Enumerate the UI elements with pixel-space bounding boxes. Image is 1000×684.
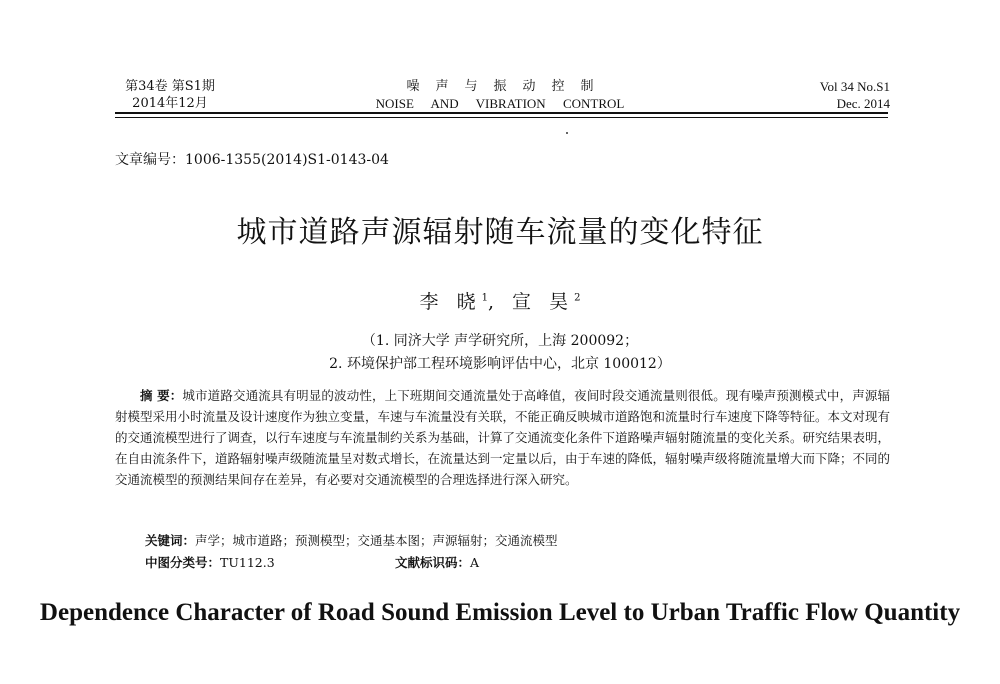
paper-title-cn: 城市道路声源辐射随车流量的变化特征 xyxy=(236,215,764,250)
volume-issue-en: Vol 34 No.S1 xyxy=(819,79,890,94)
abstract-label: 摘 要： xyxy=(140,388,183,403)
document-code xyxy=(395,553,479,571)
article-number: 文章编号：1006-1355(2014)S1-0143-04 xyxy=(115,152,389,168)
journal-title-en: NOISE AND VIBRATION CONTROL xyxy=(375,96,625,111)
header-rule-thick xyxy=(115,112,888,114)
abstract xyxy=(115,385,890,490)
affiliation-2: 2. 环境保护部工程环境影响评估中心，北京 100012） xyxy=(329,356,671,372)
journal-title xyxy=(335,78,665,112)
doc-code-value: A xyxy=(470,555,480,570)
author-1: 李 晓 xyxy=(419,291,482,313)
keywords xyxy=(145,531,558,549)
doc-code-label: 文献标识码： xyxy=(395,555,471,570)
author-2-affil-mark: 2 xyxy=(574,292,581,304)
publication-date: 2014年12月 xyxy=(132,96,208,111)
author-separator: , xyxy=(487,291,500,313)
affiliation-1: （1. 同济大学 声学研究所，上海 200092； xyxy=(361,333,639,349)
author-1-affil-mark: 1 xyxy=(481,292,488,304)
journal-volume-info-en xyxy=(780,78,890,112)
keywords-label: 关键词： xyxy=(145,533,196,548)
keywords-text: 声学；城市道路；预测模型；交通基本图；声源辐射；交通流模型 xyxy=(195,533,558,548)
scan-speck xyxy=(566,132,568,134)
volume-issue: 第34卷 第S1期 xyxy=(125,79,215,94)
author-2: 宣 昊 xyxy=(512,291,575,313)
clc-label: 中图分类号： xyxy=(145,555,221,570)
journal-title-cn: 噪声与振动控制 xyxy=(406,79,610,94)
author-list xyxy=(0,287,1000,314)
abstract-text: 城市道路交通流具有明显的波动性，上下班期间交通流量处于高峰值，夜间时段交通流量则很低。现有噪声预测模式中，声源辐射模型采用小时流量及设计速度作为独立变量，车速与车流量没有关联，不能正确反映城市道路饱和流量时行车速度下降等特征。本文对现有的交通流模型进行了调查，以行车速度与车流量制约关系为基础，计算了交通流变化条件下道路噪声辐射随流量的变化关系。研究结果表明，在自由流条件下，道路辐射噪声级随流量呈对数式增长，在流量达到一定量以后，由于车速的降低，辐射噪声级将随流量增大而下降；不同的交通流模型的预测结果间存在差异，有必要对交通流模型的合理选择进行深入研究。 xyxy=(115,388,891,487)
clc-number xyxy=(145,553,275,571)
clc-value: TU112.3 xyxy=(220,555,275,570)
header-rule-thin xyxy=(115,117,888,118)
publication-date-en: Dec. 2014 xyxy=(836,96,890,111)
paper-title-en: Dependence Character of Road Sound Emission Level to Urban Traffic Flow Quantity xyxy=(39,599,961,626)
journal-volume-info xyxy=(115,78,275,112)
